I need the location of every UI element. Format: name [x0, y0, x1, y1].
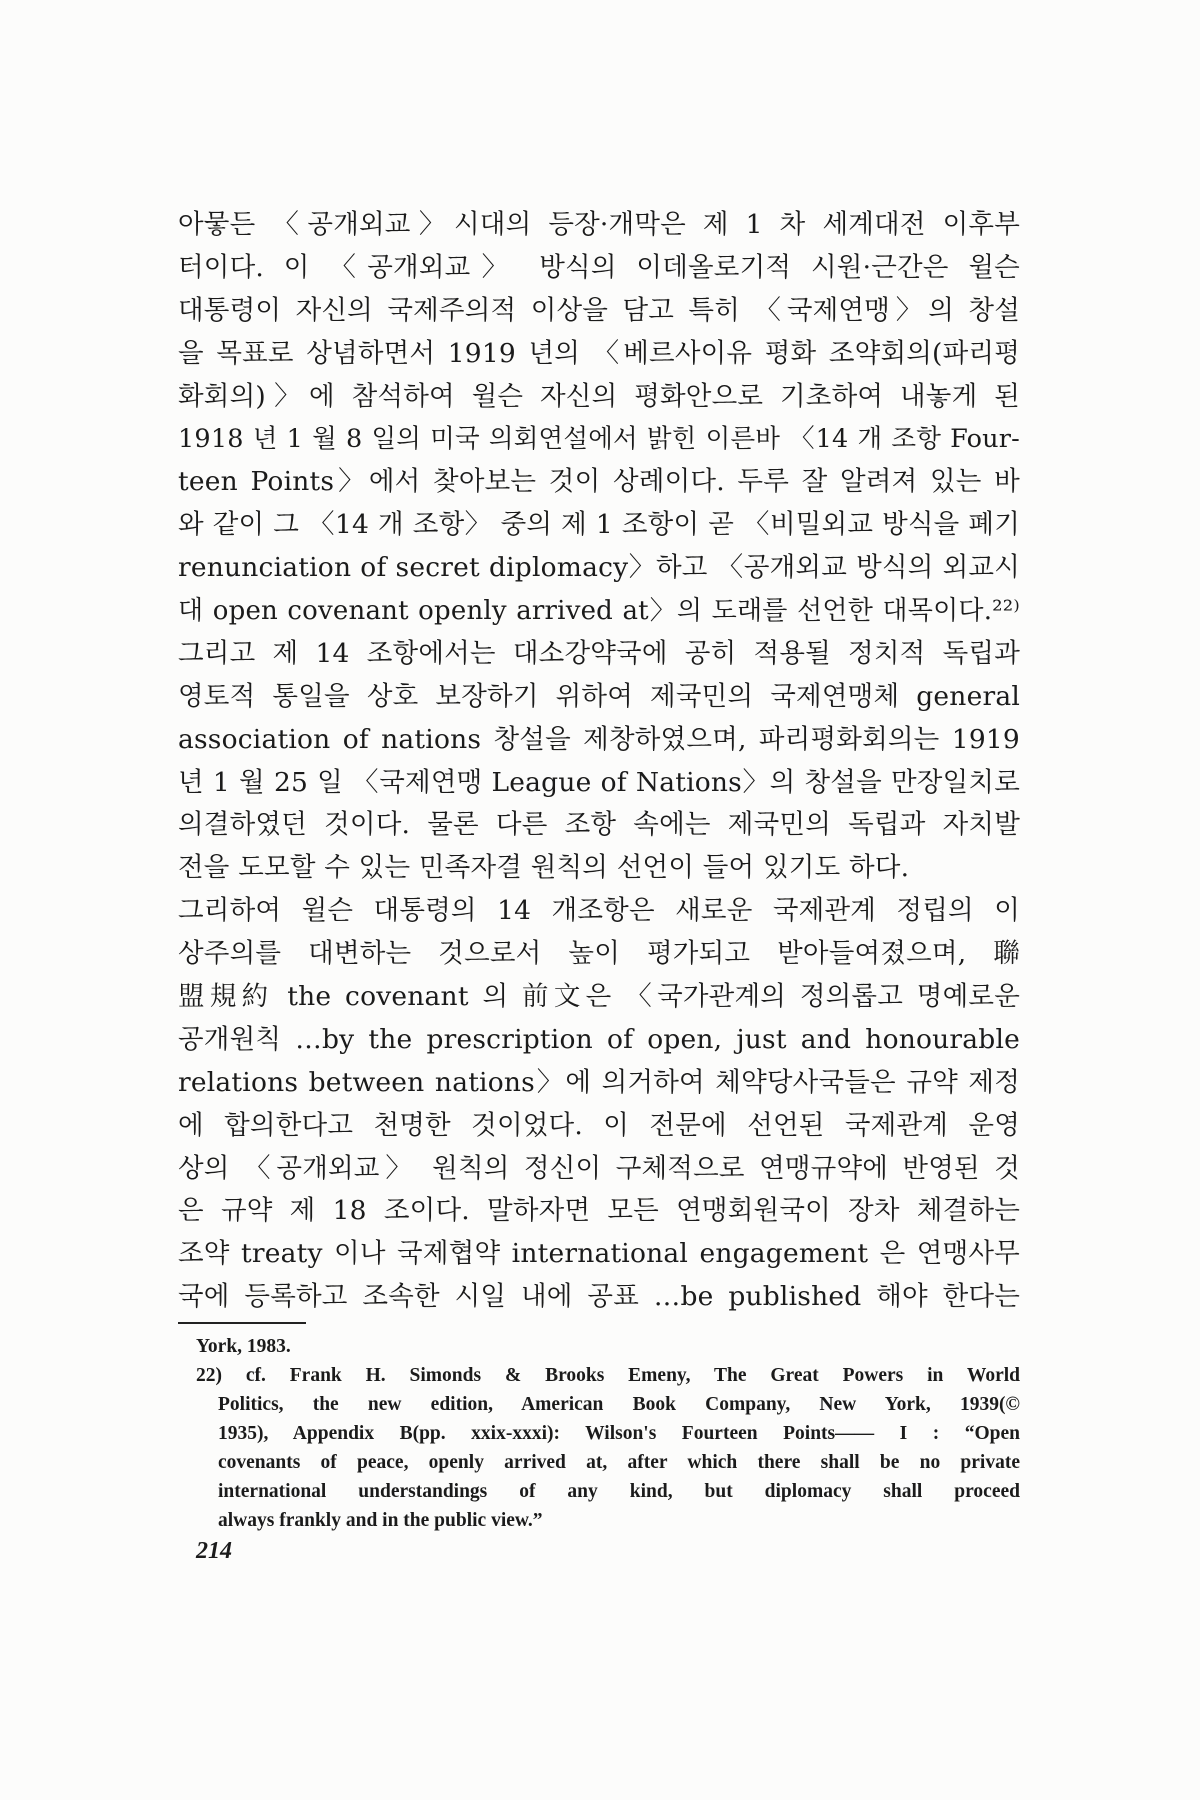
body-line: renunciation of secret diplomacy〉하고 〈공개외교 방식의 외교시 [178, 552, 1020, 584]
body-line: 1918 년 1 월 8 일의 미국 의회연설에서 밝힌 이른바 〈14 개 조항 Four- [178, 424, 1020, 455]
body-line: association of nations 창설을 제창하였으며, 파리평화회의는 1919 [178, 723, 1020, 755]
body-line: 국에 등록하고 조속한 시일 내에 공표 …be published 해야 한다는 [178, 1281, 1020, 1313]
body-line: 대통령이 자신의 국제주의적 이상을 담고 특히 〈국제연맹〉의 창설 [178, 294, 1020, 326]
footnote-22-line: 22) cf. Frank H. Simonds & Brooks Emeny, The Great Powers in World [196, 1365, 1020, 1386]
body-line: 대 open covenant openly arrived at〉의 도래를 선언한 대목이다.²²⁾ [178, 596, 1020, 627]
footnote-22-line: 1935), Appendix B(pp. xxix-xxxi): Wilson's Fourteen Points—— I : “Open [218, 1423, 1020, 1444]
footnotes [178, 1332, 1020, 1535]
body-line: 조약 treaty 이나 국제협약 international engagement 은 연맹사무 [178, 1238, 1020, 1270]
body-line: 盟規約 the covenant 의 前文은 〈국가관계의 정의롭고 명예로운 [178, 981, 1020, 1013]
page-number: 214 [196, 1538, 232, 1564]
body-line: 그리하여 윌슨 대통령의 14 개조항은 새로운 국제관계 정립의 이 [178, 895, 1020, 927]
body-line: 은 규약 제 18 조이다. 말하자면 모든 연맹회원국이 장차 체결하는 [178, 1195, 1020, 1227]
body-line: 년 1 월 25 일 〈국제연맹 League of Nations〉의 창설을 만장일치로 [178, 766, 1020, 798]
body-line: teen Points〉에서 찾아보는 것이 상례이다. 두루 잘 알려져 있는 바 [178, 466, 1020, 498]
body-line: relations between nations〉에 의거하여 체약당사국들은 규약 제정 [178, 1066, 1020, 1098]
body-line: 에 합의한다고 천명한 것이었다. 이 전문에 선언된 국제관계 운영 [178, 1109, 1020, 1141]
footnote-divider [178, 1322, 306, 1324]
body-line: 의결하였던 것이다. 물론 다른 조항 속에는 제국민의 독립과 자치발 [178, 809, 1020, 841]
footnote-22-line: Politics, the new edition, American Book Company, New York, 1939(© [218, 1394, 1020, 1415]
body-line: 전을 도모할 수 있는 민족자결 원칙의 선언이 들어 있기도 하다. [178, 852, 910, 884]
footnote-22-line: always frankly and in the public view.” [218, 1510, 543, 1531]
body-text [178, 204, 1020, 1319]
body-line: 화회의)〉에 참석하여 윌슨 자신의 평화안으로 기초하여 내놓게 된 [178, 380, 1020, 412]
body-line: 상의 〈공개외교〉 원칙의 정신이 구체적으로 연맹규약에 반영된 것 [178, 1152, 1020, 1184]
body-line: 그리고 제 14 조항에서는 대소강약국에 공히 적용될 정치적 독립과 [178, 637, 1020, 669]
footnote-carryover: York, 1983. [196, 1336, 291, 1357]
footnote-22-line: covenants of peace, openly arrived at, after which there shall be no private [218, 1452, 1020, 1473]
body-line: 상주의를 대변하는 것으로서 높이 평가되고 받아들여졌으며, 聯 [178, 938, 1020, 970]
body-line: 와 같이 그 〈14 개 조항〉 중의 제 1 조항이 곧 〈비밀외교 방식을 폐기 [178, 509, 1020, 541]
body-line: 영토적 통일을 상호 보장하기 위하여 제국민의 국제연맹체 general [178, 680, 1020, 712]
footnote-22-line: international understandings of any kind, but diplomacy shall proceed [218, 1481, 1020, 1502]
body-line: 공개원칙 …by the prescription of open, just and honourable [178, 1023, 1020, 1055]
body-line: 아뭏든 〈공개외교〉시대의 등장·개막은 제 1 차 세계대전 이후부 [178, 209, 1020, 240]
body-line: 터이다. 이 〈공개외교〉 방식의 이데올로기적 시원·근간은 윌슨 [178, 251, 1020, 283]
body-line: 을 목표로 상념하면서 1919 년의 〈베르사이유 평화 조약회의(파리평 [178, 337, 1020, 369]
